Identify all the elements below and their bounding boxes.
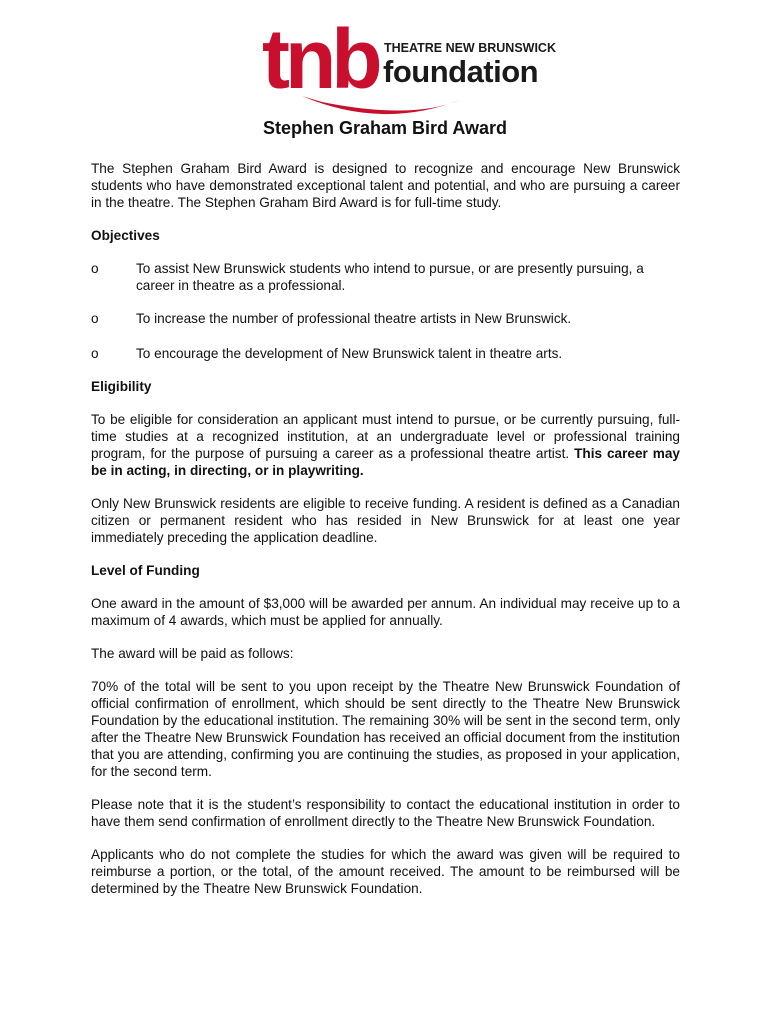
logo-mark: tnb bbox=[262, 12, 378, 106]
document-body bbox=[91, 160, 680, 897]
residency-paragraph: Only New Brunswick residents are eligible to receive funding. A resident is defined as a Canadian citizen or permanent resident who has resided in New Brunswick for at least one year immediately preceding the application deadline. bbox=[91, 496, 680, 545]
objective-text: To encourage the development of New Brunswick talent in theatre arts. bbox=[136, 346, 563, 361]
tnb-foundation-logo bbox=[262, 12, 556, 118]
intro-paragraph: The Stephen Graham Bird Award is designed to recognize and encourage New Brunswick students who have demonstrated exceptional talent and potential, and who are pursuing a career in the theatre. The Stephen Graham Bird Award is for full-time study. bbox=[91, 161, 680, 210]
objective-text: To assist New Brunswick students who intend to pursue, or are presently pursuing, a career in theatre as a professional. bbox=[136, 261, 644, 293]
funding-heading: Level of Funding bbox=[91, 563, 200, 578]
bullet-marker: o bbox=[91, 346, 99, 361]
objective-item bbox=[91, 260, 680, 294]
objectives-heading: Objectives bbox=[91, 228, 160, 243]
eligibility-paragraph bbox=[91, 411, 680, 479]
bullet-marker: o bbox=[91, 261, 99, 276]
reimbursement-paragraph: Applicants who do not complete the studies for which the award was given will be required to reimburse a portion, or the total, of the amount received. The amount to be reimbursed will be determined by the Theatre New Brunswick Foundation. bbox=[91, 847, 680, 896]
logo-line1: THEATRE NEW BRUNSWICK bbox=[384, 41, 556, 55]
logo-line2: foundation bbox=[383, 54, 539, 89]
eligibility-heading: Eligibility bbox=[91, 379, 152, 394]
payment-intro-paragraph: The award will be paid as follows: bbox=[91, 646, 294, 661]
eligibility-text: To be eligible for consideration an applicant must intend to pursue, or be currently pursuing, full-time studies at a recognized institution, at an undergraduate level or professional training program, for the purpose of pursuing a career as a professional theatre artist. bbox=[91, 412, 680, 461]
payment-schedule-paragraph: 70% of the total will be sent to you upon receipt by the Theatre New Brunswick Foundation of official confirmation of enrollment, which should be sent directly to the Theatre New Brunswick Foundation by the educational institution. The remaining 30% will be sent in the second term, only after the Theatre New Brunswick Foundation has received an official document from the institution that you are attending, confirming you are continuing the studies, as proposed in your application, for the second term. bbox=[91, 679, 680, 779]
eligibility-bold-text: This career may be in acting, in directing, or in playwriting. bbox=[91, 446, 680, 478]
funding-amount-paragraph: One award in the amount of $3,000 will be awarded per annum. An individual may receive up to a maximum of 4 awards, which must be applied for annually. bbox=[91, 596, 680, 628]
responsibility-paragraph: Please note that it is the student’s responsibility to contact the educational institution in order to have them send confirmation of enrollment directly to the Theatre New Brunswick Foundation. bbox=[91, 797, 680, 829]
page-title: Stephen Graham Bird Award bbox=[262, 118, 508, 138]
bullet-marker: o bbox=[91, 311, 99, 326]
objective-item bbox=[91, 345, 680, 362]
logo-graphic bbox=[262, 12, 556, 118]
objective-item bbox=[91, 310, 680, 327]
objective-text: To increase the number of professional theatre artists in New Brunswick. bbox=[136, 311, 572, 326]
